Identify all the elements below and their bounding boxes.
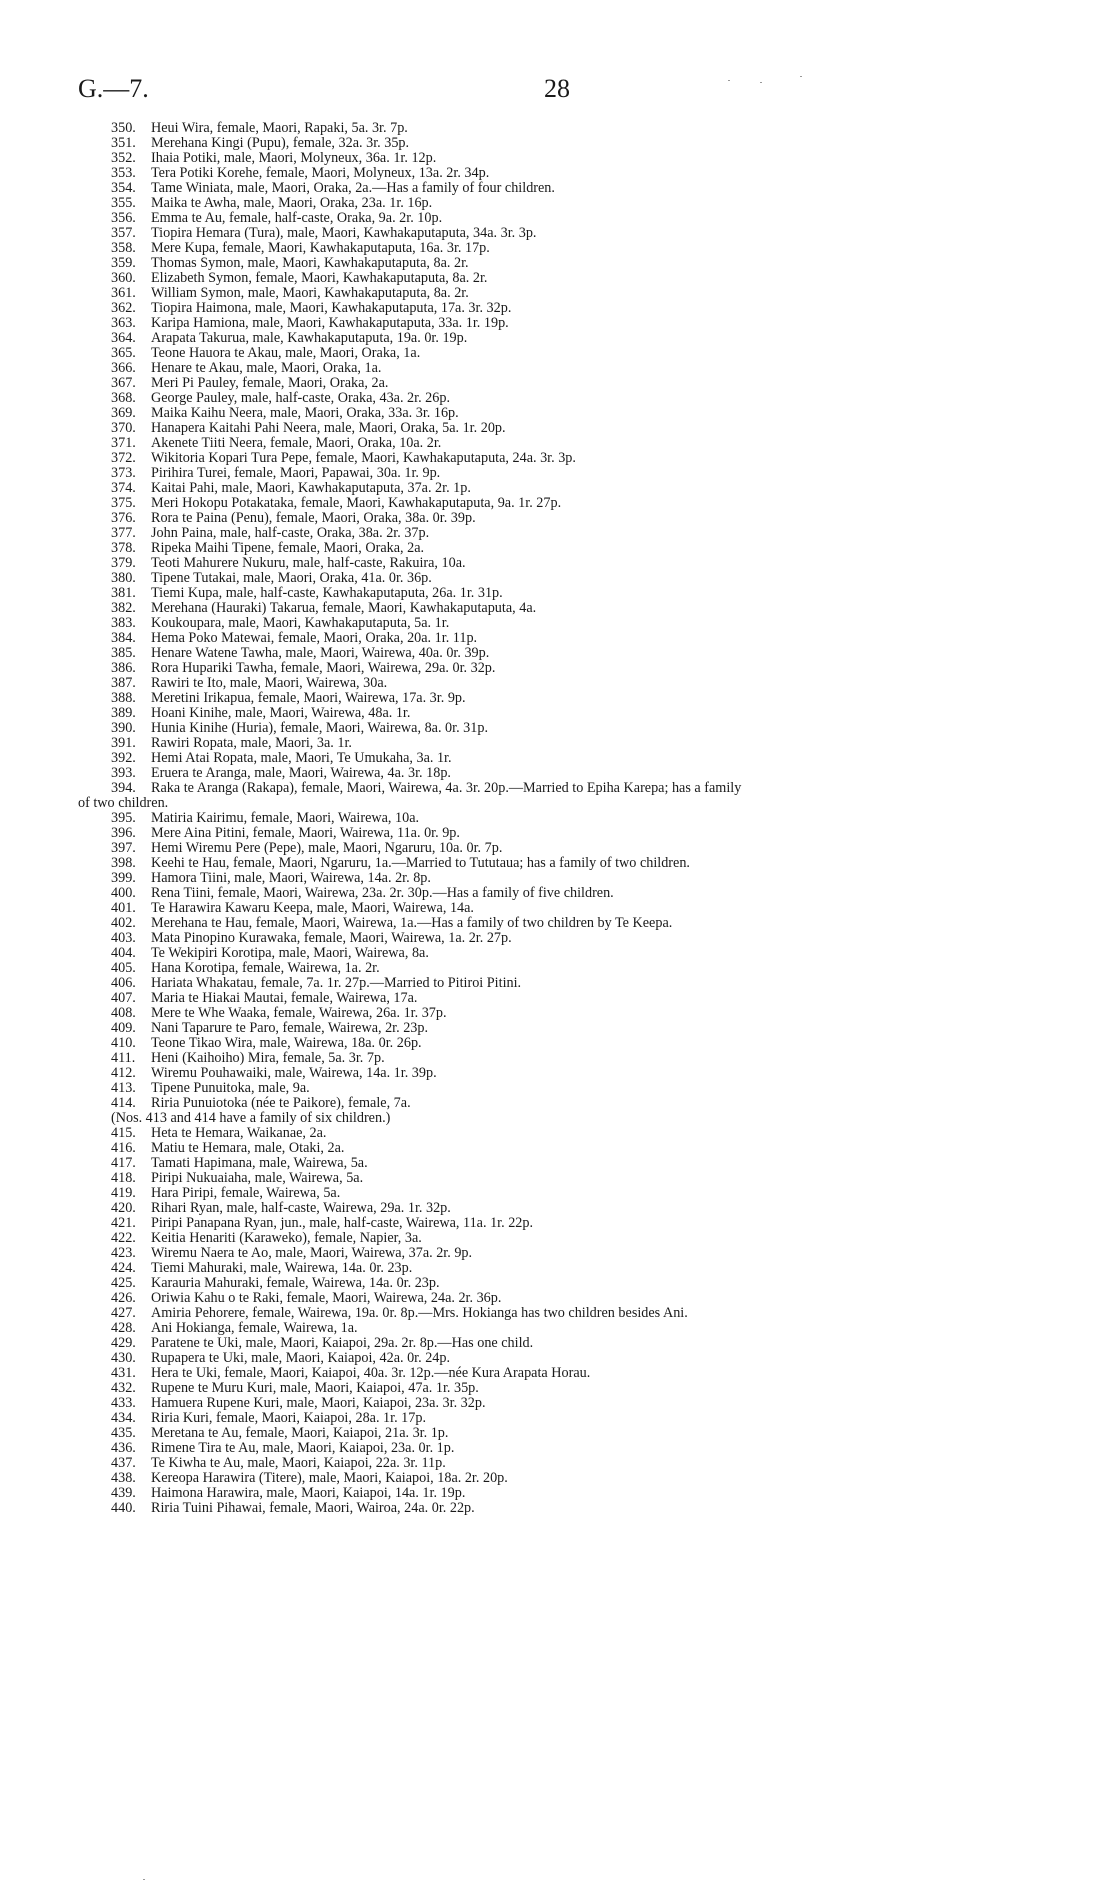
- list-item: [78, 196, 1074, 211]
- entry-text: Nani Taparure te Paro, female, Wairewa, 2r. 23p.: [151, 1020, 429, 1036]
- entry-text: Rawiri te Ito, male, Maori, Wairewa, 30a.: [151, 675, 388, 691]
- list-item: [78, 1306, 1074, 1321]
- entry-text: Hemi Wiremu Pere (Pepe), male, Maori, Ngaruru, 10a. 0r. 7p.: [151, 840, 503, 856]
- list-item: [78, 346, 1074, 361]
- list-item: [78, 751, 1074, 766]
- list-item: [78, 586, 1074, 601]
- entry-text: Thomas Symon, male, Maori, Kawhakaputaputa, 8a. 2r.: [151, 255, 469, 271]
- list-item: [78, 376, 1074, 391]
- entry-text: Heta te Hemara, Waikanae, 2a.: [151, 1125, 327, 1141]
- entry-number: 409.: [111, 1020, 136, 1036]
- entry-number: 357.: [111, 225, 136, 241]
- entry-number: 398.: [111, 855, 136, 871]
- entry-text: Wiremu Pouhawaiki, male, Wairewa, 14a. 1r. 39p.: [151, 1065, 437, 1081]
- entry-number: 364.: [111, 330, 136, 346]
- list-item: [78, 781, 1074, 811]
- entry-number: 403.: [111, 930, 136, 946]
- list-item: [78, 391, 1074, 406]
- entry-text: Rihari Ryan, male, half-caste, Wairewa, 29a. 1r. 32p.: [151, 1200, 451, 1216]
- entry-text: Rawiri Ropata, male, Maori, 3a. 1r.: [151, 735, 352, 751]
- entry-number: 436.: [111, 1440, 136, 1456]
- entry-number: 391.: [111, 735, 136, 751]
- list-item: [78, 481, 1074, 496]
- entry-text: Kaitai Pahi, male, Maori, Kawhakaputaputa, 37a. 2r. 1p.: [151, 480, 471, 496]
- list-item: [78, 916, 1074, 931]
- list-item: [78, 1411, 1074, 1426]
- entry-number: 425.: [111, 1275, 136, 1291]
- entry-number: 424.: [111, 1260, 136, 1276]
- list-item: [78, 571, 1074, 586]
- entry-number: 431.: [111, 1365, 136, 1381]
- list-item: [78, 1246, 1074, 1261]
- entry-text: Merehana Kingi (Pupu), female, 32a. 3r. 35p.: [151, 135, 410, 151]
- entry-number: 362.: [111, 300, 136, 316]
- list-item: [78, 826, 1074, 841]
- entry-text: Piripi Nukuaiaha, male, Wairewa, 5a.: [151, 1170, 364, 1186]
- entry-text: Mata Pinopino Kurawaka, female, Maori, Wairewa, 1a. 2r. 27p.: [151, 930, 512, 946]
- entry-number: 376.: [111, 510, 136, 526]
- entry-text: Wikitoria Kopari Tura Pepe, female, Maori, Kawhakaputaputa, 24a. 3r. 3p.: [151, 450, 576, 466]
- list-item: [78, 1276, 1074, 1291]
- list-item: [78, 1261, 1074, 1276]
- entry-number: 435.: [111, 1425, 136, 1441]
- list-item: [78, 166, 1074, 181]
- entry-number: 374.: [111, 480, 136, 496]
- entry-number: 390.: [111, 720, 136, 736]
- entry-text: Riria Kuri, female, Maori, Kaiapoi, 28a. 1r. 17p.: [151, 1410, 427, 1426]
- entry-text: Riria Punuiotoka (née te Paikore), female, 7a.: [151, 1095, 411, 1111]
- entry-number: 426.: [111, 1290, 136, 1306]
- entry-text: Tame Winiata, male, Maori, Oraka, 2a.—Has a family of four children.: [151, 180, 555, 196]
- entry-text: Tipene Tutakai, male, Maori, Oraka, 41a. 0r. 36p.: [151, 570, 432, 586]
- list-item: [78, 1321, 1074, 1336]
- entry-number: 406.: [111, 975, 136, 991]
- entry-number: 407.: [111, 990, 136, 1006]
- scan-speck: [143, 1879, 145, 1880]
- entry-number: 354.: [111, 180, 136, 196]
- list-item: [78, 361, 1074, 376]
- entry-number: 418.: [111, 1170, 136, 1186]
- list-item: [78, 301, 1074, 316]
- list-item: [78, 1381, 1074, 1396]
- list-item: [78, 616, 1074, 631]
- entry-text: (Nos. 413 and 414 have a family of six children.): [111, 1110, 391, 1126]
- list-item: [78, 256, 1074, 271]
- entry-number: 367.: [111, 375, 136, 391]
- entry-text: Hunia Kinihe (Huria), female, Maori, Wairewa, 8a. 0r. 31p.: [151, 720, 489, 736]
- entry-number: 400.: [111, 885, 136, 901]
- list-item: [78, 1066, 1074, 1081]
- list-item: [78, 286, 1074, 301]
- entry-text: Riria Tuini Pihawai, female, Maori, Wairoa, 24a. 0r. 22p.: [151, 1500, 475, 1516]
- entry-number: 402.: [111, 915, 136, 931]
- entry-number: 389.: [111, 705, 136, 721]
- list-item: [78, 631, 1074, 646]
- entry-number: 411.: [111, 1050, 136, 1066]
- entry-text: Henare Watene Tawha, male, Maori, Wairewa, 40a. 0r. 39p.: [151, 645, 490, 661]
- entry-text: Keehi te Hau, female, Maori, Ngaruru, 1a.—Married to Tututaua; has a family of two children.: [151, 855, 690, 871]
- list-item: [78, 541, 1074, 556]
- list-item: [78, 961, 1074, 976]
- entry-text: Tiemi Mahuraki, male, Wairewa, 14a. 0r. 23p.: [151, 1260, 413, 1276]
- list-item: [78, 451, 1074, 466]
- entry-number: 401.: [111, 900, 136, 916]
- entry-number: 420.: [111, 1200, 136, 1216]
- list-item: [78, 676, 1074, 691]
- entry-number: 352.: [111, 150, 136, 166]
- entry-text: Merehana te Hau, female, Maori, Wairewa, 1a.—Has a family of two children by Te Keepa.: [151, 915, 673, 931]
- list-item: [78, 931, 1074, 946]
- list-item: [78, 121, 1074, 136]
- entry-number: 427.: [111, 1305, 136, 1321]
- entry-text: Matiria Kairimu, female, Maori, Wairewa, 10a.: [151, 810, 420, 826]
- list-item: [78, 1156, 1074, 1171]
- entry-number: 353.: [111, 165, 136, 181]
- entry-text: Rimene Tira te Au, male, Maori, Kaiapoi, 23a. 0r. 1p.: [151, 1440, 455, 1456]
- entry-number: 366.: [111, 360, 136, 376]
- entry-text: Teone Tikao Wira, male, Wairewa, 18a. 0r. 26p.: [151, 1035, 422, 1051]
- entry-text: Tera Potiki Korehe, female, Maori, Molyneux, 13a. 2r. 34p.: [151, 165, 490, 181]
- entry-number: 410.: [111, 1035, 136, 1051]
- list-item: [78, 1081, 1074, 1096]
- entry-text: Keitia Henariti (Karaweko), female, Napier, 3a.: [151, 1230, 422, 1246]
- list-item: [78, 181, 1074, 196]
- entry-text: Hariata Whakatau, female, 7a. 1r. 27p.—Married to Pitiroi Pitini.: [151, 975, 522, 991]
- list-item: [78, 1471, 1074, 1486]
- list-item: [78, 886, 1074, 901]
- entry-text: Tipene Punuitoka, male, 9a.: [151, 1080, 310, 1096]
- entry-number: 382.: [111, 600, 136, 616]
- entry-text: Te Kiwha te Au, male, Maori, Kaiapoi, 22a. 3r. 11p.: [151, 1455, 446, 1471]
- list-item: [78, 406, 1074, 421]
- list-item: [78, 136, 1074, 151]
- list-item: [78, 1291, 1074, 1306]
- entry-number: 350.: [111, 120, 136, 136]
- entry-number: 422.: [111, 1230, 136, 1246]
- list-item: [78, 991, 1074, 1006]
- entry-text: Hemi Atai Ropata, male, Maori, Te Umukaha, 3a. 1r.: [151, 750, 452, 766]
- entry-text: Rora te Paina (Penu), female, Maori, Oraka, 38a. 0r. 39p.: [151, 510, 476, 526]
- list-item: [78, 661, 1074, 676]
- list-item: [78, 1036, 1074, 1051]
- list-item: [78, 151, 1074, 166]
- entry-text: Meretana te Au, female, Maori, Kaiapoi, 21a. 3r. 1p.: [151, 1425, 449, 1441]
- list-item: [78, 1396, 1074, 1411]
- entry-text: Meretini Irikapua, female, Maori, Wairewa, 17a. 3r. 9p.: [151, 690, 466, 706]
- entry-text: Tiopira Haimona, male, Maori, Kawhakaputaputa, 17a. 3r. 32p.: [151, 300, 512, 316]
- entry-number: 361.: [111, 285, 136, 301]
- list-item: [78, 721, 1074, 736]
- entry-text: Arapata Takurua, male, Kawhakaputaputa, 19a. 0r. 19p.: [151, 330, 468, 346]
- entry-text: Oriwia Kahu o te Raki, female, Maori, Wairewa, 24a. 2r. 36p.: [151, 1290, 502, 1306]
- entry-number: 429.: [111, 1335, 136, 1351]
- entry-number: 412.: [111, 1065, 136, 1081]
- entry-number: 369.: [111, 405, 136, 421]
- list-item: [78, 1441, 1074, 1456]
- entry-text: Akenete Tiiti Neera, female, Maori, Oraka, 10a. 2r.: [151, 435, 442, 451]
- entry-number: 386.: [111, 660, 136, 676]
- entry-text: Te Wekipiri Korotipa, male, Maori, Wairewa, 8a.: [151, 945, 429, 961]
- entry-number: 371.: [111, 435, 136, 451]
- entry-text: Merehana (Hauraki) Takarua, female, Maori, Kawhakaputaputa, 4a.: [151, 600, 537, 616]
- list-item: [78, 496, 1074, 511]
- entry-text: Heui Wira, female, Maori, Rapaki, 5a. 3r. 7p.: [151, 120, 408, 136]
- entry-number: 433.: [111, 1395, 136, 1411]
- list-item: [78, 1051, 1074, 1066]
- entry-text: Rora Hupariki Tawha, female, Maori, Wairewa, 29a. 0r. 32p.: [151, 660, 496, 676]
- entry-text: Henare te Akau, male, Maori, Oraka, 1a.: [151, 360, 382, 376]
- list-item: [78, 1501, 1074, 1516]
- entry-number: 404.: [111, 945, 136, 961]
- list-item: [78, 1141, 1074, 1156]
- list-item: [78, 646, 1074, 661]
- entry-text: Tiopira Hemara (Tura), male, Maori, Kawhakaputaputa, 34a. 3r. 3p.: [151, 225, 537, 241]
- entry-text: Hamora Tiini, male, Maori, Wairewa, 14a. 2r. 8p.: [151, 870, 431, 886]
- list-item: [78, 1006, 1074, 1021]
- entry-number: 428.: [111, 1320, 136, 1336]
- page-header: [78, 74, 1036, 110]
- entry-text: Rena Tiini, female, Maori, Wairewa, 23a. 2r. 30p.—Has a family of five children.: [151, 885, 614, 901]
- entry-text: Eruera te Aranga, male, Maori, Wairewa, 4a. 3r. 18p.: [151, 765, 451, 781]
- entry-number: 388.: [111, 690, 136, 706]
- list-item: [78, 556, 1074, 571]
- entry-number: 419.: [111, 1185, 136, 1201]
- entry-number: 375.: [111, 495, 136, 511]
- page-number: 28: [544, 74, 570, 103]
- entry-text: Ani Hokianga, female, Wairewa, 1a.: [151, 1320, 358, 1336]
- entry-number: 373.: [111, 465, 136, 481]
- entry-text: Ripeka Maihi Tipene, female, Maori, Oraka, 2a.: [151, 540, 425, 556]
- entry-text: Maria te Hiakai Mautai, female, Wairewa, 17a.: [151, 990, 418, 1006]
- entry-text: William Symon, male, Maori, Kawhakaputaputa, 8a. 2r.: [151, 285, 469, 301]
- entry-number: 378.: [111, 540, 136, 556]
- list-item: [78, 316, 1074, 331]
- entry-text: Amiria Pehorere, female, Wairewa, 19a. 0r. 8p.—Mrs. Hokianga has two children besides Ani.: [151, 1305, 688, 1321]
- entry-number: 370.: [111, 420, 136, 436]
- list-item: [78, 1486, 1074, 1501]
- entry-text: Meri Hokopu Potakataka, female, Maori, Kawhakaputaputa, 9a. 1r. 27p.: [151, 495, 562, 511]
- entry-continuation: of two children.: [78, 795, 169, 811]
- list-item: [78, 1186, 1074, 1201]
- entry-list: [78, 121, 1074, 1516]
- entry-text: Rupene te Muru Kuri, male, Maori, Kaiapoi, 47a. 1r. 35p.: [151, 1380, 479, 1396]
- entry-number: 360.: [111, 270, 136, 286]
- entry-text: Pirihira Turei, female, Maori, Papawai, 30a. 1r. 9p.: [151, 465, 441, 481]
- entry-number: 434.: [111, 1410, 136, 1426]
- entry-text: Ihaia Potiki, male, Maori, Molyneux, 36a. 1r. 12p.: [151, 150, 437, 166]
- list-item: [78, 421, 1074, 436]
- list-item: [78, 1171, 1074, 1186]
- entry-text: Emma te Au, female, half-caste, Oraka, 9a. 2r. 10p.: [151, 210, 443, 226]
- entry-number: 430.: [111, 1350, 136, 1366]
- entry-text: Tiemi Kupa, male, half-caste, Kawhakaputaputa, 26a. 1r. 31p.: [151, 585, 503, 601]
- entry-number: 432.: [111, 1380, 136, 1396]
- entry-number: 399.: [111, 870, 136, 886]
- list-item: [78, 1021, 1074, 1036]
- entry-text: Hara Piripi, female, Wairewa, 5a.: [151, 1185, 341, 1201]
- entry-text: Te Harawira Kawaru Keepa, male, Maori, Wairewa, 14a.: [151, 900, 474, 916]
- scan-speck: [728, 80, 730, 81]
- entry-number: 414.: [111, 1095, 136, 1111]
- entry-text: Karipa Hamiona, male, Maori, Kawhakaputaputa, 33a. 1r. 19p.: [151, 315, 509, 331]
- list-item: [78, 766, 1074, 781]
- list-item: [78, 901, 1074, 916]
- entry-text: Wiremu Naera te Ao, male, Maori, Wairewa, 37a. 2r. 9p.: [151, 1245, 473, 1261]
- entry-text: Hamuera Rupene Kuri, male, Maori, Kaiapoi, 23a. 3r. 32p.: [151, 1395, 486, 1411]
- list-item: [78, 1231, 1074, 1246]
- entry-number: 365.: [111, 345, 136, 361]
- list-item: [78, 436, 1074, 451]
- entry-number: 355.: [111, 195, 136, 211]
- entry-number: 397.: [111, 840, 136, 856]
- list-item: [78, 1216, 1074, 1231]
- list-note: [78, 1111, 1074, 1126]
- list-item: [78, 841, 1074, 856]
- list-item: [78, 1126, 1074, 1141]
- entry-number: 417.: [111, 1155, 136, 1171]
- entry-number: 413.: [111, 1080, 136, 1096]
- entry-text: Teone Hauora te Akau, male, Maori, Oraka, 1a.: [151, 345, 421, 361]
- entry-number: 438.: [111, 1470, 136, 1486]
- entry-text: John Paina, male, half-caste, Oraka, 38a. 2r. 37p.: [151, 525, 430, 541]
- entry-number: 423.: [111, 1245, 136, 1261]
- entry-text: Hema Poko Matewai, female, Maori, Oraka, 20a. 1r. 11p.: [151, 630, 478, 646]
- entry-number: 358.: [111, 240, 136, 256]
- entry-text: George Pauley, male, half-caste, Oraka, 43a. 2r. 26p.: [151, 390, 451, 406]
- list-item: [78, 691, 1074, 706]
- entry-number: 437.: [111, 1455, 136, 1471]
- list-item: [78, 466, 1074, 481]
- entry-text: Piripi Panapana Ryan, jun., male, half-caste, Wairewa, 11a. 1r. 22p.: [151, 1215, 534, 1231]
- entry-number: 387.: [111, 675, 136, 691]
- list-item: [78, 271, 1074, 286]
- document-reference: G.—7.: [78, 74, 149, 103]
- entry-text: Hoani Kinihe, male, Maori, Wairewa, 48a. 1r.: [151, 705, 411, 721]
- entry-number: 396.: [111, 825, 136, 841]
- entry-text: Paratene te Uki, male, Maori, Kaiapoi, 29a. 2r. 8p.—Has one child.: [151, 1335, 534, 1351]
- entry-number: 408.: [111, 1005, 136, 1021]
- entry-number: 363.: [111, 315, 136, 331]
- list-item: [78, 331, 1074, 346]
- entry-number: 405.: [111, 960, 136, 976]
- entry-text: Heni (Kaihoiho) Mira, female, 5a. 3r. 7p.: [151, 1050, 385, 1066]
- entry-text: Maika te Awha, male, Maori, Oraka, 23a. 1r. 16p.: [151, 195, 433, 211]
- entry-number: 395.: [111, 810, 136, 826]
- entry-number: 372.: [111, 450, 136, 466]
- list-item: [78, 241, 1074, 256]
- scan-speck: [800, 76, 802, 77]
- entry-text: Mere Kupa, female, Maori, Kawhakaputaputa, 16a. 3r. 17p.: [151, 240, 490, 256]
- entry-text: Tamati Hapimana, male, Wairewa, 5a.: [151, 1155, 368, 1171]
- list-item: [78, 601, 1074, 616]
- entry-number: 439.: [111, 1485, 136, 1501]
- list-item: [78, 226, 1074, 241]
- entry-text: Teoti Mahurere Nukuru, male, half-caste, Rakuira, 10a.: [151, 555, 466, 571]
- entry-number: 377.: [111, 525, 136, 541]
- list-item: [78, 1426, 1074, 1441]
- list-item: [78, 871, 1074, 886]
- entry-number: 385.: [111, 645, 136, 661]
- list-item: [78, 1201, 1074, 1216]
- entry-number: 356.: [111, 210, 136, 226]
- entry-text: Raka te Aranga (Rakapa), female, Maori, Wairewa, 4a. 3r. 20p.—Married to Epiha Karepa; has a family: [151, 780, 742, 796]
- entry-number: 379.: [111, 555, 136, 571]
- entry-number: 380.: [111, 570, 136, 586]
- entry-number: 359.: [111, 255, 136, 271]
- list-item: [78, 811, 1074, 826]
- entry-text: Karauria Mahuraki, female, Wairewa, 14a. 0r. 23p.: [151, 1275, 440, 1291]
- list-item: [78, 1351, 1074, 1366]
- scan-speck: [760, 82, 762, 83]
- entry-number: 415.: [111, 1125, 136, 1141]
- list-item: [78, 1366, 1074, 1381]
- entry-text: Hera te Uki, female, Maori, Kaiapoi, 40a. 3r. 12p.—née Kura Arapata Horau.: [151, 1365, 591, 1381]
- entry-text: Hanapera Kaitahi Pahi Neera, male, Maori, Oraka, 5a. 1r. 20p.: [151, 420, 506, 436]
- entry-number: 383.: [111, 615, 136, 631]
- list-item: [78, 976, 1074, 991]
- list-item: [78, 706, 1074, 721]
- list-item: [78, 526, 1074, 541]
- list-item: [78, 1456, 1074, 1471]
- list-item: [78, 511, 1074, 526]
- entry-text: Mere Aina Pitini, female, Maori, Wairewa, 11a. 0r. 9p.: [151, 825, 460, 841]
- entry-number: 393.: [111, 765, 136, 781]
- entry-number: 394.: [111, 780, 136, 796]
- entry-number: 416.: [111, 1140, 136, 1156]
- entry-text: Haimona Harawira, male, Maori, Kaiapoi, 14a. 1r. 19p.: [151, 1485, 466, 1501]
- entry-number: 421.: [111, 1215, 136, 1231]
- entry-text: Maika Kaihu Neera, male, Maori, Oraka, 33a. 3r. 16p.: [151, 405, 459, 421]
- entry-text: Kereopa Harawira (Titere), male, Maori, Kaiapoi, 18a. 2r. 20p.: [151, 1470, 508, 1486]
- list-item: [78, 736, 1074, 751]
- entry-text: Koukoupara, male, Maori, Kawhakaputaputa, 5a. 1r.: [151, 615, 450, 631]
- entry-text: Hana Korotipa, female, Wairewa, 1a. 2r.: [151, 960, 380, 976]
- entry-text: Rupapera te Uki, male, Maori, Kaiapoi, 42a. 0r. 24p.: [151, 1350, 451, 1366]
- entry-number: 351.: [111, 135, 136, 151]
- list-item: [78, 946, 1074, 961]
- entry-text: Matiu te Hemara, male, Otaki, 2a.: [151, 1140, 345, 1156]
- entry-number: 368.: [111, 390, 136, 406]
- list-item: [78, 1336, 1074, 1351]
- list-item: [78, 1096, 1074, 1111]
- entry-number: 392.: [111, 750, 136, 766]
- entry-number: 384.: [111, 630, 136, 646]
- entry-text: Elizabeth Symon, female, Maori, Kawhakaputaputa, 8a. 2r.: [151, 270, 488, 286]
- entry-number: 381.: [111, 585, 136, 601]
- entry-text: Mere te Whe Waaka, female, Wairewa, 26a. 1r. 37p.: [151, 1005, 447, 1021]
- list-item: [78, 211, 1074, 226]
- entry-number: 440.: [111, 1500, 136, 1516]
- entry-text: Meri Pi Pauley, female, Maori, Oraka, 2a.: [151, 375, 389, 391]
- list-item: [78, 856, 1074, 871]
